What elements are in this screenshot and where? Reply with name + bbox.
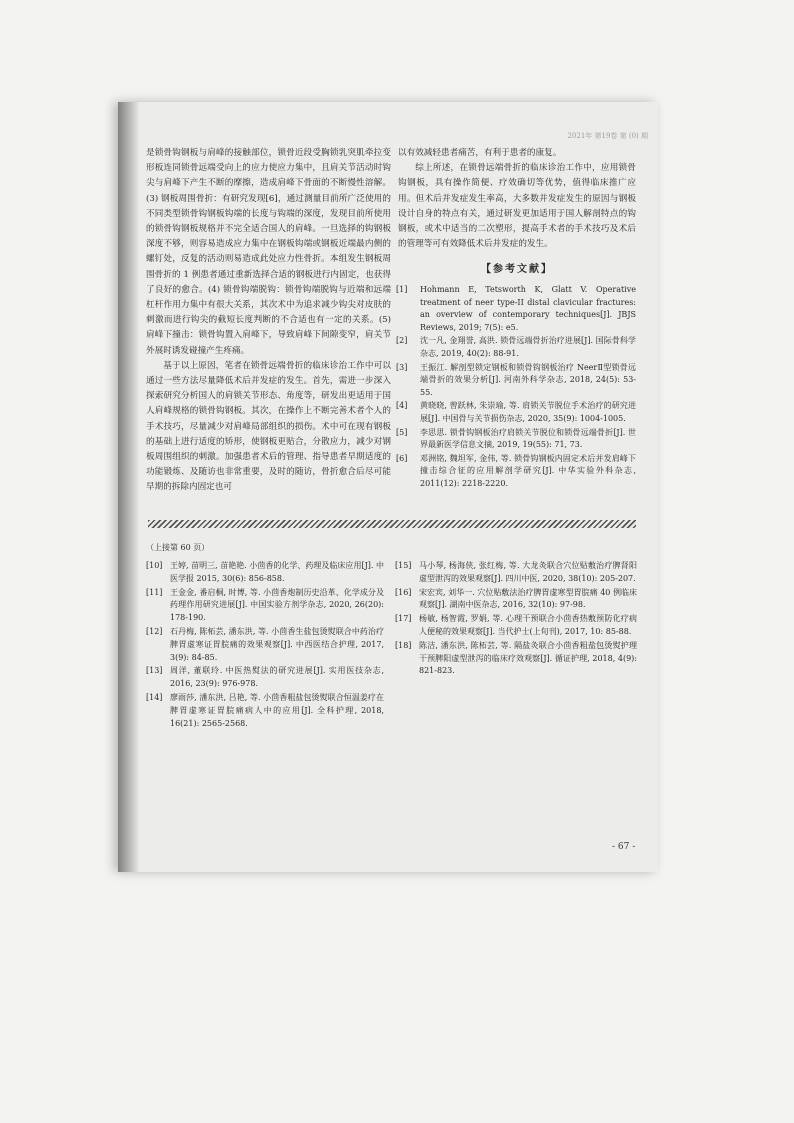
- continued-references-right: [395, 560, 637, 679]
- reference-number: [16]: [395, 587, 412, 597]
- reference-number: [18]: [395, 640, 412, 650]
- continuation-label: （上接第 60 页）: [146, 543, 210, 552]
- reference-item: [396, 453, 636, 491]
- reference-number: [2]: [396, 336, 408, 346]
- body-paragraph: 综上所述，在锁骨远端骨折的临床诊治工作中，应用锁骨钩钢板，具有操作简便、疗效确切等优势，值得临床推广应用。但术后并发症发生率高，大多数并发症发生的原因与钢板设计自身的特点有关，通过研发更加适用于国人解剖特点的钩钢板，或术中适当的二次塑形，提高手术者的手术技巧及术后的管理等可有效降低术后并发症的发生。: [398, 163, 636, 250]
- reference-text: 周洋, 董联玲. 中医热熨法的研究进展[J]. 实用医技杂志, 2016, 23(9): 976-978.: [170, 666, 384, 689]
- reference-text: Hohmann E, Tetsworth K, Glatt V. Operative treatment of neer type-II distal clavicular fractures: an overview of contemporary techniques[J]. JBJS Reviews, 2019; 7(5): e5.: [420, 285, 636, 332]
- reference-text: 黄晓晓, 曾跃林, 朱崇瑜, 等. 肩锁关节脱位手术治疗的研究进展[J]. 中国骨与关节损伤杂志, 2020, 35(9): 1004-1005.: [420, 401, 636, 423]
- reference-number: [11]: [146, 587, 163, 597]
- reference-text: 陈洁, 潘东洪, 陈柘芸, 等. 隔盐灸联合小茴香粗盐包烫熨护理干预脾阳虚型泄泻的临床疗效观察[J]. 循证护理, 2018, 4(9): 821-823.: [419, 640, 637, 676]
- reference-text: 石丹梅, 陈柘芸, 潘东洪, 等. 小茴香生盐包烫熨联合中药治疗脾胃虚寒证胃脘痛的效果观察[J]. 中西医结合护理, 2017, 3(9): 84-85.: [170, 626, 384, 662]
- reference-text: 王振江. 解剖型锁定钢板和锁骨钩钢板治疗 NeerⅡ型锁骨远端骨折的效果分析[J]. 河南外科学杂志, 2018, 24(5): 53-55.: [420, 362, 636, 397]
- reference-item: [396, 427, 636, 452]
- left-body-column: [146, 146, 391, 496]
- reference-item: [395, 560, 637, 586]
- reference-item: [146, 587, 384, 625]
- reference-text: 王婷, 苗明三, 苗艳艳. 小茴香的化学、药理及临床应用[J]. 中医学报 2015, 30(6): 856-858.: [170, 561, 384, 583]
- reference-item: [146, 692, 384, 730]
- reference-number: [14]: [146, 692, 163, 702]
- reference-text: 杨敏, 杨智霞, 罗娟, 等. 心理干预联合小茴香热敷预防化疗病人便秘的效果观察[J]. 当代护士(上旬刊), 2017, 10: 85-88.: [419, 614, 637, 636]
- body-paragraph: 是锁骨钩钢板与肩峰的接触部位，锁骨近段受胸锁乳突肌牵拉变形板连同锁骨远端受向上的应力使应力集中，且肩关节活动时钩尖与肩峰下产生不断的摩擦，造成肩峰下骨面的不断慢性溶解。(3) 钢板周围骨折：有研究发现[6]，通过测量目前所广泛使用的不同类型锁骨钩钢板钩端的长度与钩端的深度，发现目前所使用的锁骨钩钢板规格并不完全适合国人的肩峰。一旦选择的钩钢板深度不够，则容易造成应力集中在钢板钩端或钢板近端最内侧的螺钉处，反复的活动则易造成此处应力性骨折。本组发生钢板周围骨折的 1 例患者通过重新选择合适的钢板进行内固定，也获得了良好的愈合。(4) 锁骨钩端脱钩：锁骨钩端脱钩与近端和远端杠杆作用力集中有很大关系，其次术中为追求减少钩尖对皮肤的刺激而进行钩尖的截短长度判断的不合适也有一定的关系。(5) 肩峰下撞击：锁骨钩置入肩峰下，导致肩峰下间隙变窄，肩关节外展时诱发碰撞产生疼痛。: [146, 148, 391, 356]
- faint-header: 2021年 第19卷 第 (0) 期: [567, 132, 648, 140]
- reference-item: [146, 560, 384, 586]
- reference-item: [395, 613, 637, 639]
- references-heading: 【参考文献】: [481, 264, 553, 275]
- reference-number: [6]: [396, 453, 408, 463]
- reference-text: 宋宏宾, 刘华一. 穴位贴敷法治疗脾胃虚寒型胃脘痛 40 例临床观察[J]. 湖南中医杂志, 2016, 32(10): 97-98.: [419, 587, 637, 610]
- reference-text: 沈一凡, 金翔誉, 高洪. 锁骨远端骨折治疗进展[J]. 国际骨科学杂志, 2019, 40(2): 88-91.: [420, 336, 636, 358]
- reference-text: 王金金, 番启桐, 时博, 等. 小茴香炮制历史沿革、化学成分及药理作用研究进展[J]. 中国实验方剂学杂志, 2020, 26(20): 178-190.: [170, 587, 384, 623]
- body-paragraph: 基于以上原因，笔者在锁骨远端骨折的临床诊治工作中可以通过一些方法尽量降低术后并发症的发生。首先，需进一步深入探索研究分析国人的肩锁关节形态、角度等，研发出更适用于国人肩峰规格的锁骨钩钢板。其次，在操作上不断完善术者个人的手术技巧，尽量减少对肩峰局部组织的损伤。术中可在现有钢板的基础上进行适度的矫形，使钢板更贴合，分散应力，减少对钢板周围组织的刺激。加强患者术后的管理、指导患者早期适度的功能锻炼、及随访也非常重要，及时的随访，骨折愈合后尽可能早期的拆除内固定也可: [146, 360, 391, 493]
- right-body-column: [398, 146, 636, 252]
- reference-number: [4]: [396, 401, 408, 411]
- reference-item: [396, 335, 636, 360]
- reference-number: [5]: [396, 427, 408, 437]
- hatched-divider: [148, 520, 636, 528]
- continued-references-left: [146, 560, 384, 731]
- body-paragraph: 以有效减轻患者痛苦，有利于患者的康复。: [398, 148, 562, 158]
- reference-number: [15]: [395, 561, 412, 570]
- reference-text: 邓洲铭, 魏坦军, 金伟, 等. 锁骨钩钢板内固定术后并发肩峰下撞击综合征的应用解剖学研究[J]. 中华实验外科杂志, 2011(12): 2218-2220.: [420, 453, 636, 488]
- reference-text: 马小琴, 杨海侠, 张红梅, 等. 大龙灸联合穴位贴敷治疗脾肾阳虚型泄泻的效果观察[J]. 四川中医, 2020, 38(10): 205-207.: [419, 561, 637, 583]
- reference-item: [395, 587, 637, 613]
- reference-number: [3]: [396, 362, 408, 372]
- page-number: - 67 -: [612, 842, 636, 852]
- reference-number: [1]: [396, 285, 408, 294]
- reference-item: [146, 665, 384, 691]
- reference-item: [396, 362, 636, 400]
- scanned-journal-page: [118, 102, 658, 872]
- reference-text: 李思思. 锁骨钩钢板治疗肩锁关节脱位和锁骨远端骨折[J]. 世界最新医学信息文摘, 2019, 19(55): 71, 73.: [420, 427, 636, 450]
- reference-item: [395, 640, 637, 678]
- reference-item: [396, 400, 636, 425]
- reference-item: [146, 626, 384, 664]
- reference-number: [17]: [395, 614, 412, 624]
- reference-number: [10]: [146, 561, 163, 570]
- reference-text: 廖雨莎, 潘东洪, 吕艳, 等. 小茴香粗盐包烫熨联合恒温姜疗在脾胃虚寒证胃脘痛病人中的应用[J]. 全科护理, 2018, 16(21): 2565-2568.: [170, 692, 384, 728]
- reference-item: [396, 284, 636, 334]
- reference-number: [12]: [146, 626, 163, 636]
- references-list: [396, 284, 636, 492]
- reference-number: [13]: [146, 666, 163, 676]
